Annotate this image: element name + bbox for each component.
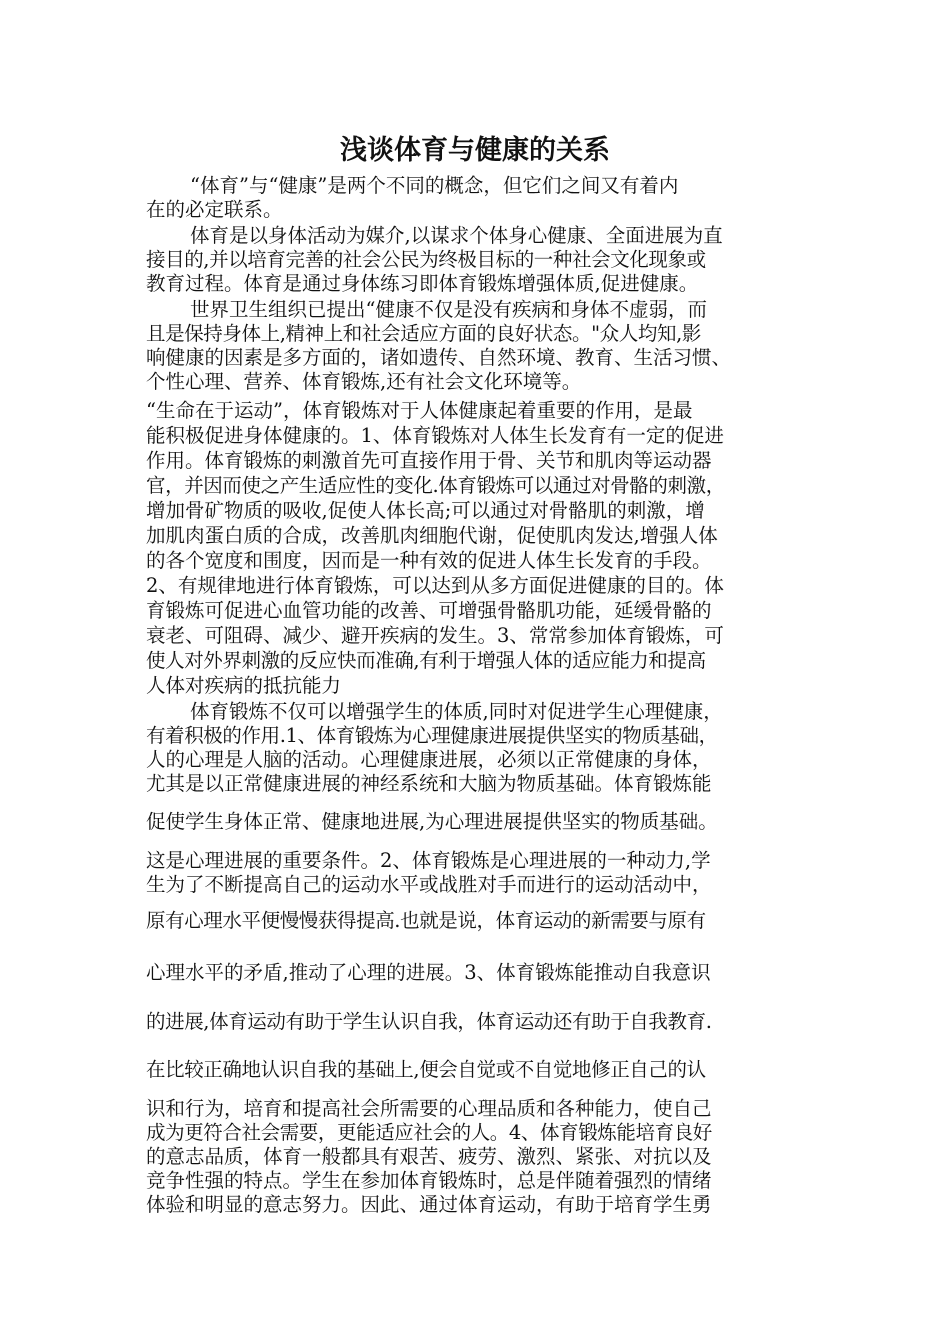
paragraph-line: 能积极促进身体健康的。1、体育锻炼对人体生长发育有一定的促进 <box>146 424 724 447</box>
paragraph-line: 个性心理、营养、体育锻炼,还有社会文化环境等。 <box>146 370 582 393</box>
paragraph-line: 官，并因而使之产生适应性的变化.体育锻炼可以通过对骨骼的刺激， <box>146 474 725 497</box>
paragraph-line: “体育”与“健康”是两个不同的概念，但它们之间又有着内 <box>190 174 679 197</box>
paragraph-line: 响健康的因素是多方面的，诸如遗传、自然环境、教育、生活习惯、 <box>146 346 732 369</box>
paragraph-line: 作用。体育锻炼的刺激首先可直接作用于骨、关节和肌肉等运动器 <box>146 449 712 472</box>
paragraph-line: 且是保持身体上,精神上和社会适应方面的良好状态。"众人均知,影 <box>146 322 701 345</box>
paragraph-line: 体育是以身体活动为媒介,以谋求个体身心健康、全面进展为直 <box>190 224 723 247</box>
paragraph-line: 加肌肉蛋白质的合成，改善肌肉细胞代谢，促使肌肉发达,增强人体 <box>146 524 718 547</box>
paragraph-line: 体验和明显的意志努力。因此、通过体育运动，有助于培育学生勇 <box>146 1193 712 1216</box>
paragraph-line: 的各个宽度和围度，因而是一种有效的促进人体生长发育的手段。 <box>146 549 712 572</box>
paragraph-line: 竞争性强的特点。学生在参加体育锻炼时，总是伴随着强烈的情绪 <box>146 1169 712 1192</box>
paragraph-line: 2、有规律地进行体育锻炼，可以达到从多方面促进健康的目的。体 <box>146 574 724 597</box>
paragraph-line: 在的必定联系。 <box>146 198 283 221</box>
paragraph-line: 促使学生身体正常、健康地进展,为心理进展提供坚实的物质基础。 <box>146 810 718 833</box>
paragraph-line: 这是心理进展的重要条件。2、体育锻炼是心理进展的一种动力,学 <box>146 849 711 872</box>
paragraph-line: 生为了不断提高自己的运动水平或战胜对手而进行的运动活动中， <box>146 873 712 896</box>
paragraph-line: 心理水平的矛盾,推动了心理的进展。3、体育锻炼能推动自我意识 <box>146 961 711 984</box>
paragraph-line: 人的心理是人脑的活动。心理健康进展，必须以正常健康的身体， <box>146 748 712 771</box>
paragraph-line: 的意志品质，体育一般都具有艰苦、疲劳、激烈、紧张、对抗以及 <box>146 1145 712 1168</box>
document-title: 浅谈体育与健康的关系 <box>340 135 610 166</box>
paragraph-line: 成为更符合社会需要，更能适应社会的人。4、体育锻炼能培育良好 <box>146 1121 712 1144</box>
paragraph-line: 接目的,并以培育完善的社会公民为终极目标的一种社会文化现象或 <box>146 248 706 271</box>
paragraph-line: 识和行为，培育和提高社会所需要的心理品质和各种能力，使自己 <box>146 1097 712 1120</box>
paragraph-line: “生命在于运动”，体育锻炼对于人体健康起着重要的作用，是最 <box>146 399 693 422</box>
paragraph-line: 增加骨矿物质的吸收,促使人体长高;可以通过对骨骼肌的刺激，增 <box>146 499 705 522</box>
paragraph-line: 使人对外界刺激的反应快而准确,有利于增强人体的适应能力和提高 <box>146 649 706 672</box>
paragraph-line: 体育锻炼不仅可以增强学生的体质,同时对促进学生心理健康， <box>190 700 723 723</box>
paragraph-line: 教育过程。体育是通过身体练习即体育锻炼增强体质,促进健康。 <box>146 272 699 295</box>
paragraph-line: 育锻炼可促进心血管功能的改善、可增强骨骼肌功能，延缓骨骼的 <box>146 599 712 622</box>
paragraph-line: 人体对疾病的抵抗能力 <box>146 674 342 697</box>
paragraph-line: 有着积极的作用.1、体育锻炼为心理健康进展提供坚实的物质基础， <box>146 724 718 747</box>
paragraph-line: 衰老、可阻碍、减少、避开疾病的发生。3、常常参加体育锻炼，可 <box>146 624 724 647</box>
paragraph-line: 的进展,体育运动有助于学生认识自我，体育运动还有助于自我教育. <box>146 1010 712 1033</box>
paragraph-line: 世界卫生组织已提出“健康不仅是没有疾病和身体不虚弱，而 <box>190 298 707 321</box>
paragraph-line: 原有心理水平便慢慢获得提高.也就是说，体育运动的新需要与原有 <box>146 909 706 932</box>
paragraph-line: 在比较正确地认识自我的基础上,便会自觉或不自觉地修正自己的认 <box>146 1058 706 1081</box>
paragraph-line: 尤其是以正常健康进展的神经系统和大脑为物质基础。体育锻炼能 <box>146 772 712 795</box>
